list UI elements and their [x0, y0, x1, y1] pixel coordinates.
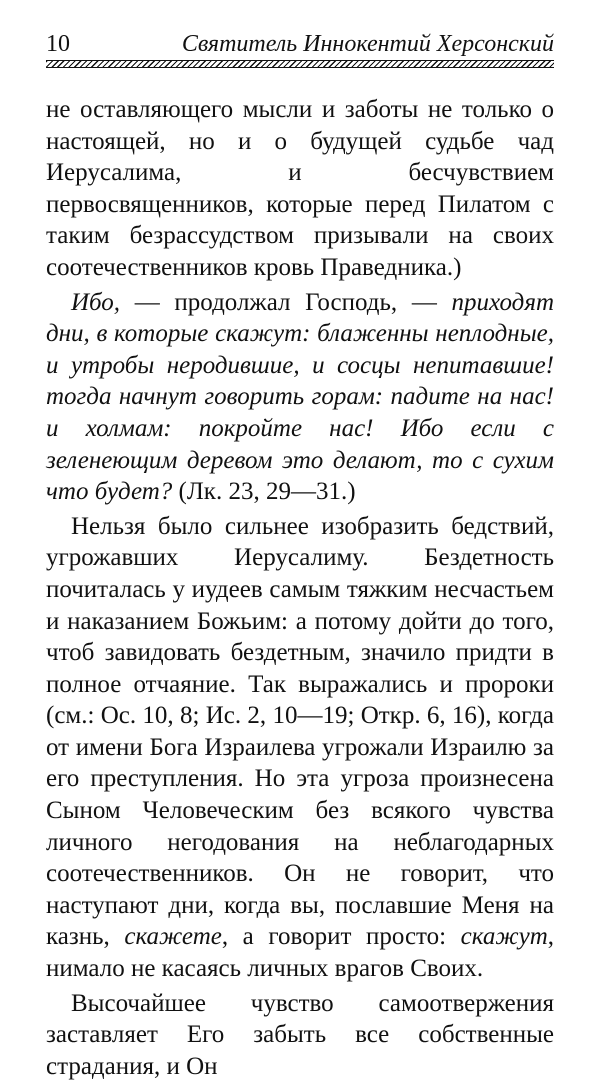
- running-title: Святитель Иннокентий Херсонский: [181, 31, 554, 57]
- paragraph-continued: [46, 94, 554, 284]
- text-segment: (Лк. 23, 29—31.): [172, 478, 356, 506]
- text-segment: , а говорит просто:: [221, 923, 461, 951]
- italic-text-segment: приходят дни, в которые скажут: блаженны неплодные, и утробы неродившие, и сосцы непитавшие! тогда начнут говорить горам: падите на нас! и холмам: покройте нас! Ибо если с зеленеющим деревом это делают, то с сухим что будет?: [46, 288, 554, 506]
- paragraph-commentary: [46, 511, 554, 985]
- paragraph-closing: [46, 988, 554, 1082]
- body-text: [46, 94, 554, 1082]
- text-segment: не оставляющего мысли и заботы не только о настоящей, но и о будущей судьбе чад Иерусалима, и бесчувствием первосвященников, которые перед Пилатом с таким безрассудством призывали на своих соотечественников кровь Праведника.): [46, 96, 554, 281]
- text-segment: Нельзя было сильнее изобразить бедствий, угрожавших Иерусалиму. Бездетность почиталась у иудеев самым тяжким несчастьем и наказанием Божьим: а потому дойти до того, чтоб завидовать бездетным, значило придти в полное отчаяние. Так выражались и пророки (см.: Ос. 10, 8; Ис. 2, 10—19; Откр. 6, 16), когда от имени Бога Израилева угрожали Израилю за его преступления. Но эта угроза произнесена Сыном Человеческим без всякого чувства личного негодования на неблагодарных соотечественников. Он не говорит, что наступают дни, когда вы, пославшие Меня на казнь,: [46, 512, 554, 951]
- page-number: 10: [46, 31, 70, 57]
- text-segment: Высочайшее чувство самоотвержения заставляет Его забыть все собственные страдания, и Он: [46, 989, 554, 1080]
- italic-text-segment: скажут: [460, 923, 548, 951]
- text-segment: , нимало не касаясь личных врагов Своих.: [46, 923, 554, 983]
- italic-text-segment: Ибо,: [71, 288, 121, 316]
- text-segment: — продолжал Господь, —: [120, 288, 452, 316]
- header-ornamental-rule: [46, 60, 554, 68]
- page-header: [46, 22, 554, 58]
- italic-text-segment: скажете: [124, 923, 222, 951]
- paragraph-quote: [46, 287, 554, 508]
